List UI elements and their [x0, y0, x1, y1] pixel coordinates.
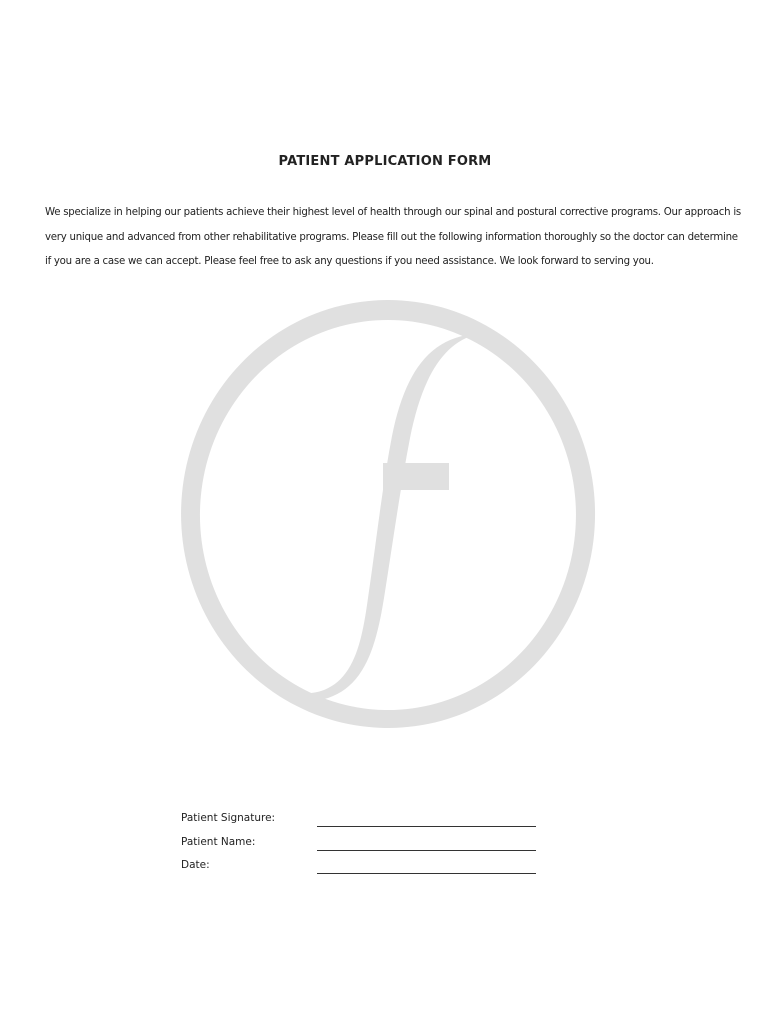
signature-form [181, 812, 541, 883]
date-label: Date: [181, 859, 210, 871]
intro-paragraph: We specialize in helping our patients achieve their highest level of health through our spinal and postural corrective programs. Our approach is very unique and advanced from other rehabilitative programs. Please fill out the following information thoroughly so the doctor can determine if you are a case we can accept. Please feel free to ask any questions if you need assistance. We look forward to serving you. [45, 207, 741, 267]
form-title: PATIENT APPLICATION FORM [278, 154, 492, 169]
date-field[interactable] [317, 873, 536, 874]
patient-signature-label: Patient Signature: [181, 812, 276, 824]
patient-name-field[interactable] [317, 850, 536, 851]
date-row [181, 859, 541, 883]
circle-f-logo-icon [178, 298, 598, 730]
patient-name-label: Patient Name: [181, 835, 256, 848]
patient-name-row [181, 836, 541, 860]
patient-signature-row [181, 812, 541, 836]
patient-signature-field[interactable] [317, 826, 536, 827]
